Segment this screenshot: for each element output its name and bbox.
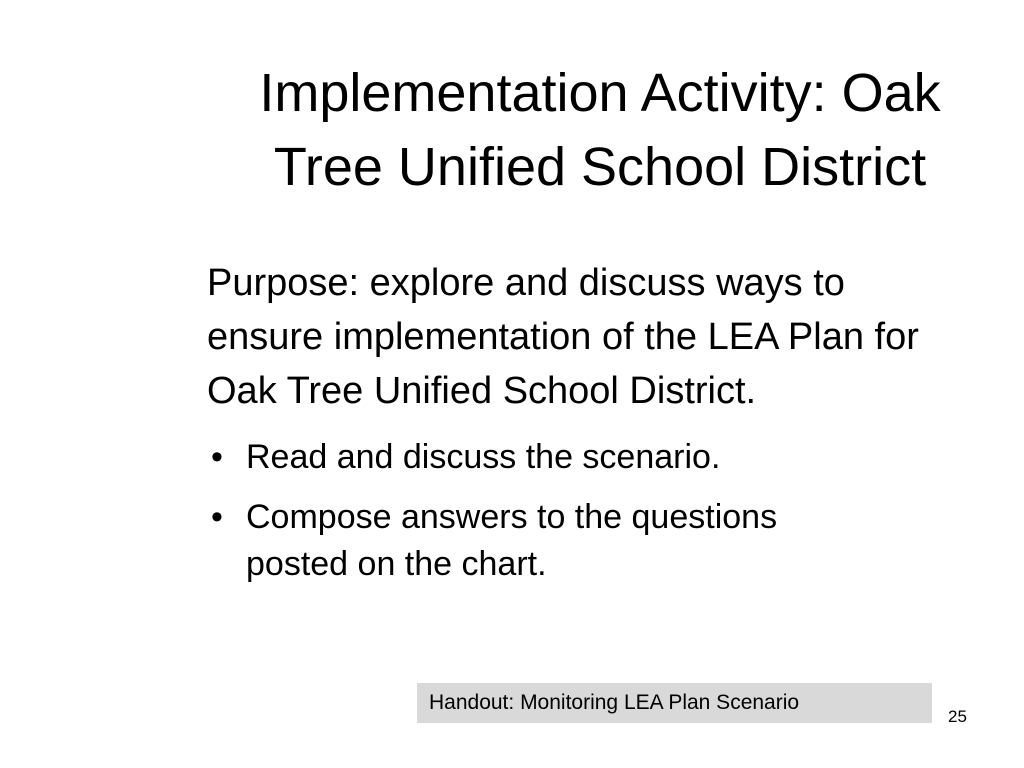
bullet-text: Compose answers to the questions posted on the chart. [246,498,778,583]
bullet-marker: • [211,498,223,536]
bullet-text: Read and discuss the scenario. [246,438,721,476]
slide-body [207,256,947,601]
handout-label: Handout: Monitoring LEA Plan Scenario [417,683,932,723]
list-item [207,434,886,481]
slide-number: 25 [948,707,967,726]
bullet-marker: • [211,438,223,476]
list-item [207,494,886,588]
slide-title: Implementation Activity: Oak Tree Unified School District [259,63,941,197]
purpose-text: Purpose: explore and discuss ways to ensure implementation of the LEA Plan for Oak Tree Unified School District. [207,262,919,412]
bullet-list [207,434,947,588]
